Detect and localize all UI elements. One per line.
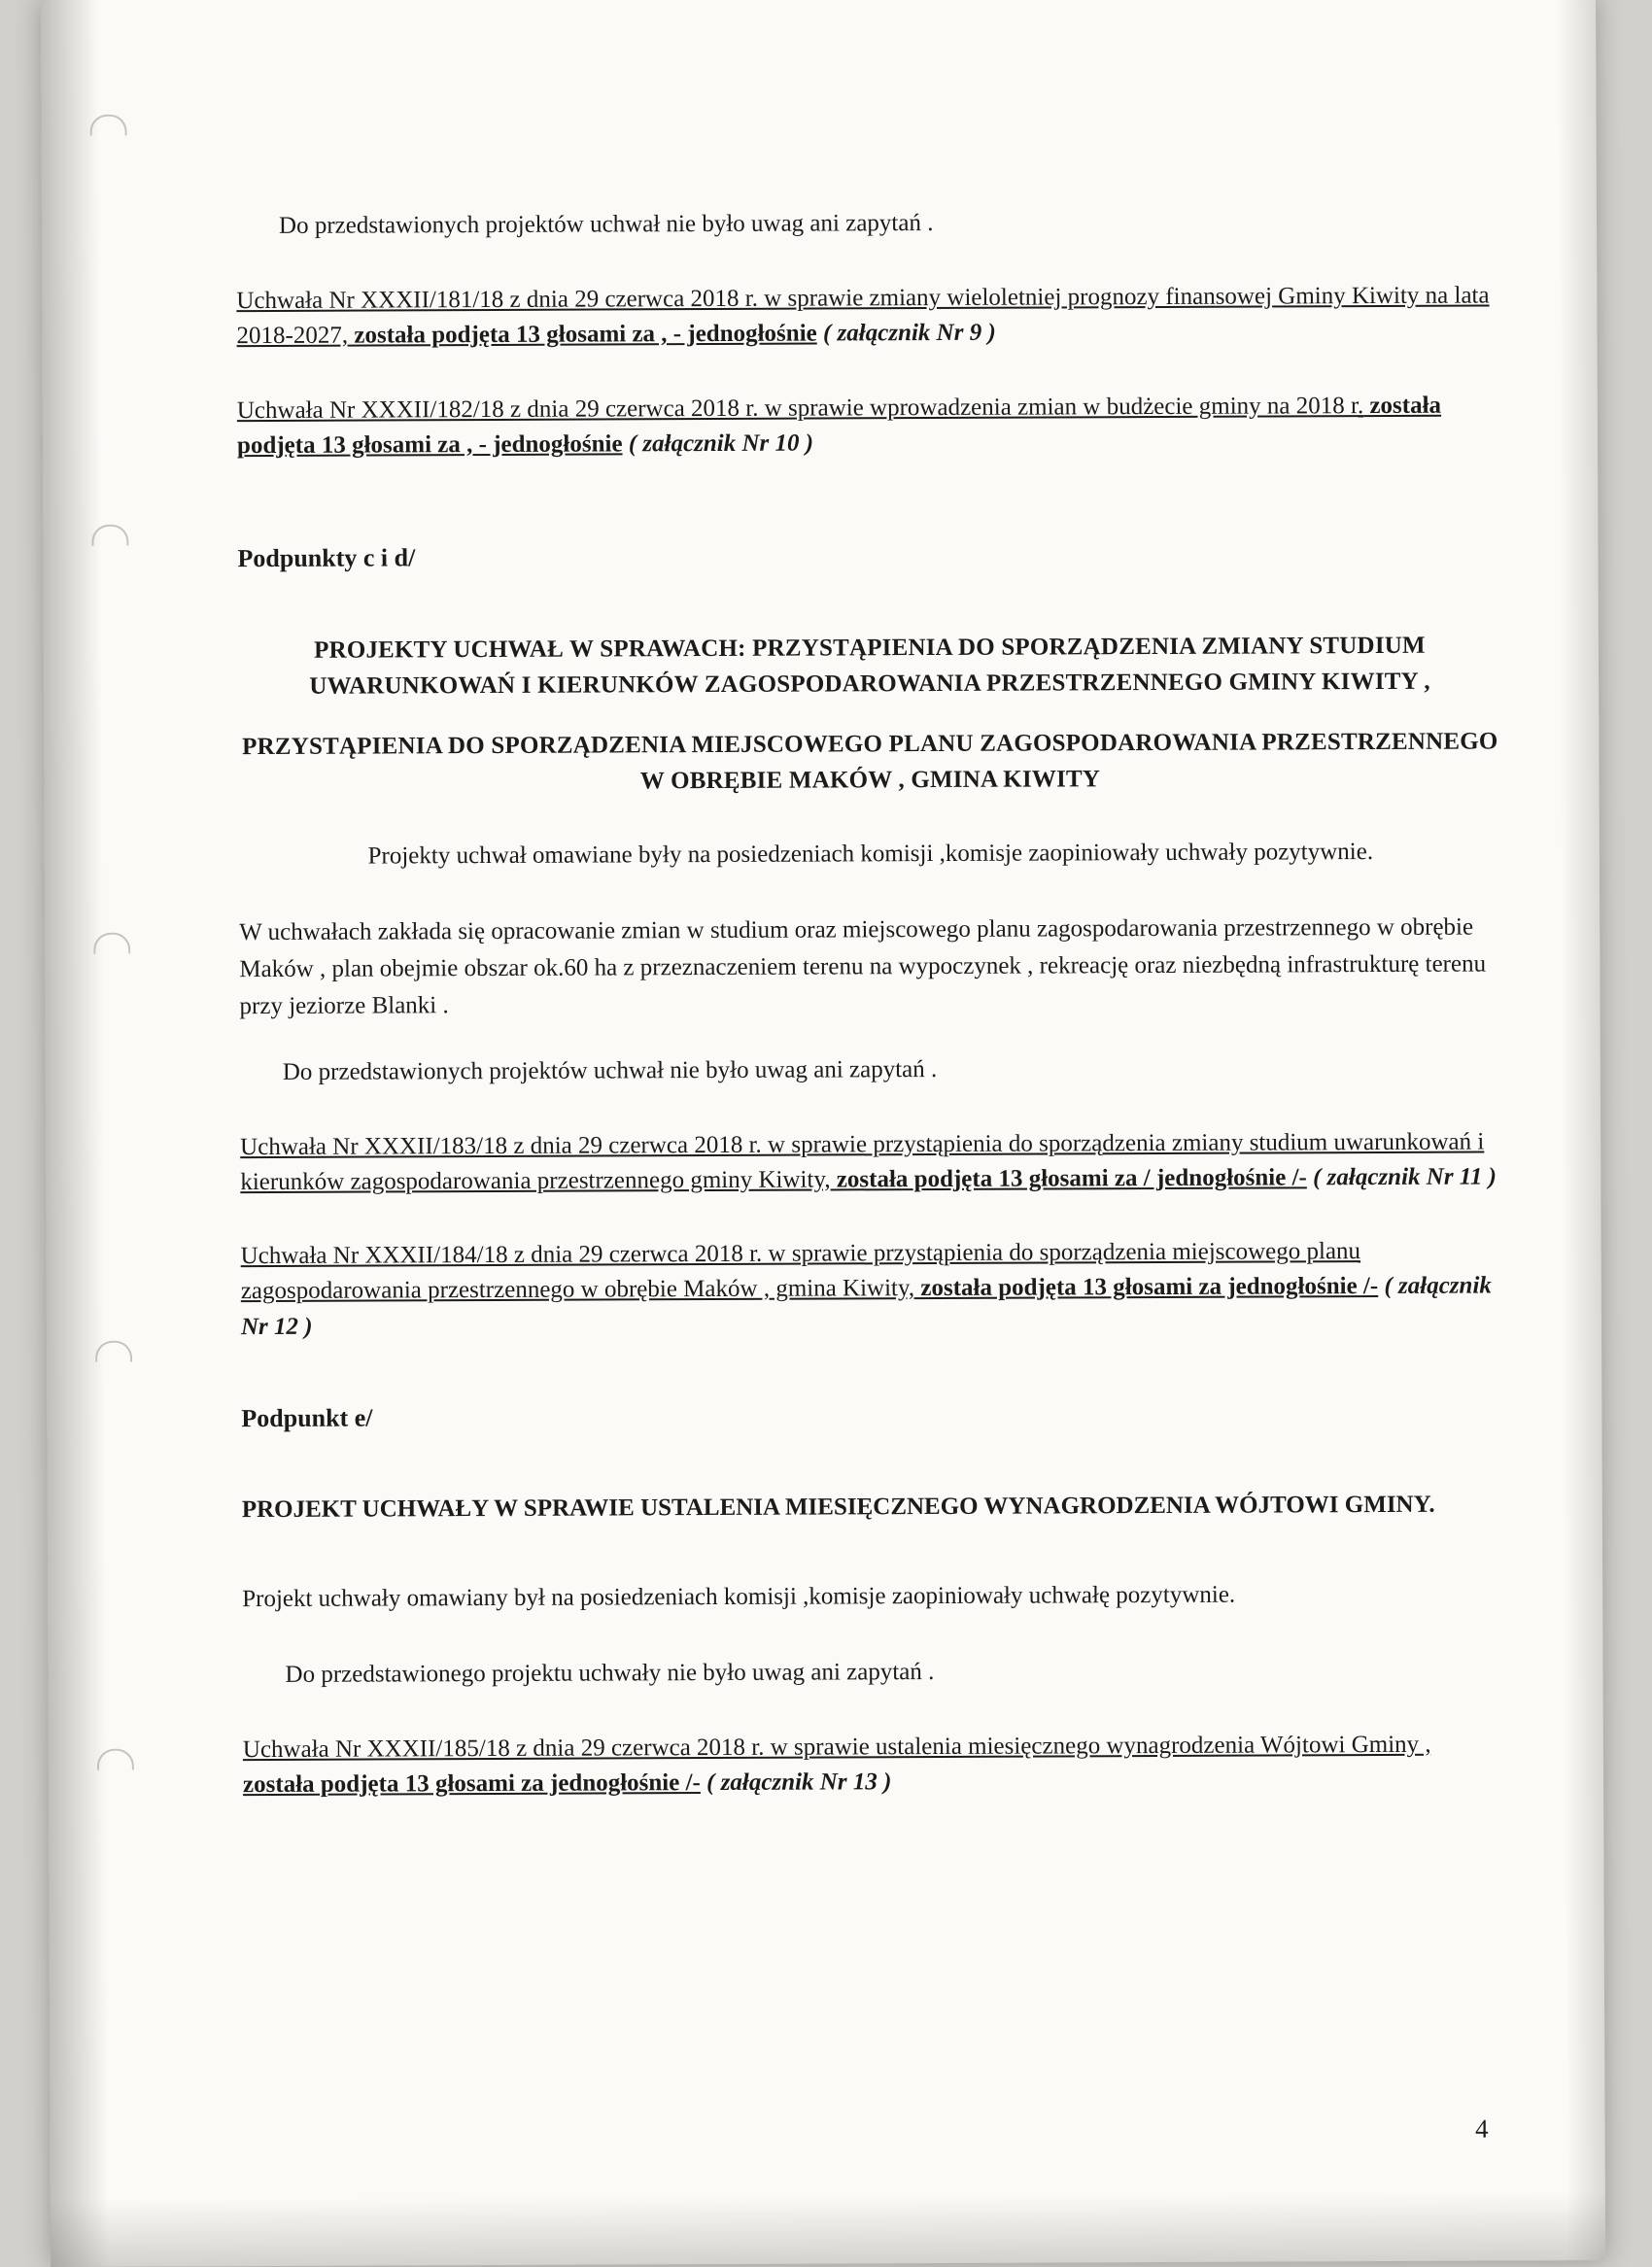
text-run-underline-bold: została podjęta 13 głosami za , - jednogłośnie bbox=[236, 392, 1442, 459]
text-run-attachment-11: ( załącznik Nr 11 ) bbox=[1306, 1163, 1497, 1191]
paragraph-intro-no-questions-2 bbox=[240, 1048, 1503, 1091]
text-run-underline: Uchwała Nr XXXII/182/18 z dnia 29 czerwca 2018 r. w sprawie wprowadzenia zmian w budżecie gminy na 2018 r. bbox=[236, 392, 1364, 424]
punch-hole bbox=[97, 1749, 134, 1770]
paragraph-resolution-184 bbox=[241, 1233, 1504, 1344]
text-run-attachment-9: ( załącznik Nr 9 ) bbox=[816, 319, 996, 347]
paragraph-intro-no-questions-1 bbox=[236, 202, 1499, 245]
text-run-attachment-10: ( załącznik Nr 10 ) bbox=[622, 429, 814, 458]
text-run: Do przedstawionych projektów uchwał nie było uwag ani zapytań . bbox=[278, 209, 934, 239]
text-run: Do przedstawionych projektów uchwał nie było uwag ani zapytań . bbox=[282, 1055, 938, 1085]
text-run-attachment-13: ( załącznik Nr 13 ) bbox=[700, 1769, 892, 1797]
heading-projects-plan-makow bbox=[238, 723, 1501, 802]
text-run-unanimous: / jednogłośnie /- bbox=[1137, 1164, 1307, 1191]
text-run: Projekt uchwały omawiany był na posiedzeniach komisji ,komisje zaopiniowały uchwałę pozytywnie. bbox=[242, 1581, 1236, 1612]
paragraph-resolution-183 bbox=[240, 1124, 1503, 1200]
heading-projects-studium bbox=[238, 627, 1501, 705]
text-run: W uchwałach zakłada się opracowanie zmian w studium oraz miejscowego planu zagospodarowania przestrzennego w obrębie Maków , plan obejmie obszar ok.60 ha z przeznaczeniem terenu na wypoczynek , rekreację oraz niezbędną infrastrukturę terenu przy jeziorze Blanki . bbox=[239, 913, 1487, 1019]
text-run-underline: Uchwała Nr XXXII/181/18 z dnia 29 czerwca 2018 r. w sprawie zmiany wieloletniej prognozy finansowej Gminy Kiwity na lata 2018-2027, bbox=[236, 282, 1490, 350]
page-number: 4 bbox=[1475, 2113, 1489, 2144]
paragraph-committee-opinion-2 bbox=[242, 1575, 1505, 1618]
subheading-podpunkty-c-d bbox=[237, 533, 1500, 577]
text-run-underline: Uchwała Nr XXXII/185/18 z dnia 29 czerwca 2018 r. w sprawie ustalenia miesięcznego wynagrodzenia Wójtowi Gminy , bbox=[242, 1731, 1431, 1763]
text-run-underline-bold: została podjęta 13 głosami za jednogłośnie /- bbox=[914, 1273, 1379, 1302]
text-run: PROJEKT UCHWAŁY W SPRAWIE USTALENIA MIESIĘCZNEGO WYNAGRODZENIA WÓJTOWI GMINY. bbox=[241, 1492, 1435, 1524]
text-run-underline: Uchwała Nr XXXII/184/18 z dnia 29 czerwca 2018 r. w sprawie przystąpienia do sporządzenia miejscowego planu zagospodarowania przestrzennego w obrębie Maków , gmina Kiwity, bbox=[240, 1238, 1361, 1305]
paragraph-resolution-182 bbox=[237, 388, 1500, 464]
document-page bbox=[41, 0, 1605, 2267]
text-run: Podpunkty c i d/ bbox=[237, 543, 416, 573]
text-run: PROJEKTY UCHWAŁ W SPRAWACH: PRZYSTĄPIENIA DO SPORZĄDZENIA ZMIANY STUDIUM UWARUNKOWAŃ I KIERUNKÓW ZAGOSPODAROWANIA PRZESTRZENNEGO GMINY KIWITY , bbox=[309, 632, 1430, 700]
text-run: Do przedstawionego projektu uchwały nie było uwag ani zapytań . bbox=[285, 1658, 935, 1688]
paragraph-intro-no-questions-3 bbox=[242, 1651, 1505, 1694]
document-body bbox=[236, 202, 1506, 1828]
heading-project-wynagrodzenie bbox=[242, 1487, 1505, 1529]
text-run: Projekty uchwał omawiane były na posiedzeniach komisji ,komisje zaopiniowały uchwały pozytywnie. bbox=[367, 838, 1374, 870]
paragraph-resolution-185 bbox=[243, 1727, 1506, 1803]
text-run-underline-bold: została podjęta 13 głosami za bbox=[830, 1164, 1138, 1193]
punch-hole bbox=[93, 933, 130, 954]
text-run-attachment-12: ( załącznik Nr 12 ) bbox=[240, 1272, 1492, 1340]
text-run: PRZYSTĄPIENIA DO SPORZĄDZENIA MIEJSCOWEGO PLANU ZAGOSPODAROWANIA PRZESTRZENNEGO W OBRĘBIE MAKÓW , GMINA KIWITY bbox=[242, 727, 1498, 795]
text-run: Podpunkt e/ bbox=[241, 1403, 373, 1432]
page-shadow-bottom bbox=[51, 2192, 1605, 2267]
page-shadow-left bbox=[41, 0, 109, 2267]
paragraph-committee-opinion-1 bbox=[239, 833, 1502, 876]
paragraph-plan-description bbox=[239, 909, 1502, 1025]
punch-hole bbox=[90, 115, 127, 136]
paragraph-resolution-181 bbox=[236, 278, 1499, 354]
text-run-underline-bold: została podjęta 13 głosami za jednogłośnie /- bbox=[242, 1769, 701, 1799]
punch-hole bbox=[95, 1341, 132, 1362]
punch-hole bbox=[91, 525, 128, 546]
subheading-podpunkt-e bbox=[241, 1393, 1504, 1437]
text-run-underline-bold: została podjęta 13 głosami za , - jednogłośnie bbox=[348, 320, 817, 349]
text-run-underline: Uchwała Nr XXXII/183/18 z dnia 29 czerwca 2018 r. w sprawie przystąpienia do sporządzenia zmiany studium uwarunkowań i kierunków zagospodarowania przestrzennego gminy Kiwity, bbox=[240, 1128, 1485, 1195]
